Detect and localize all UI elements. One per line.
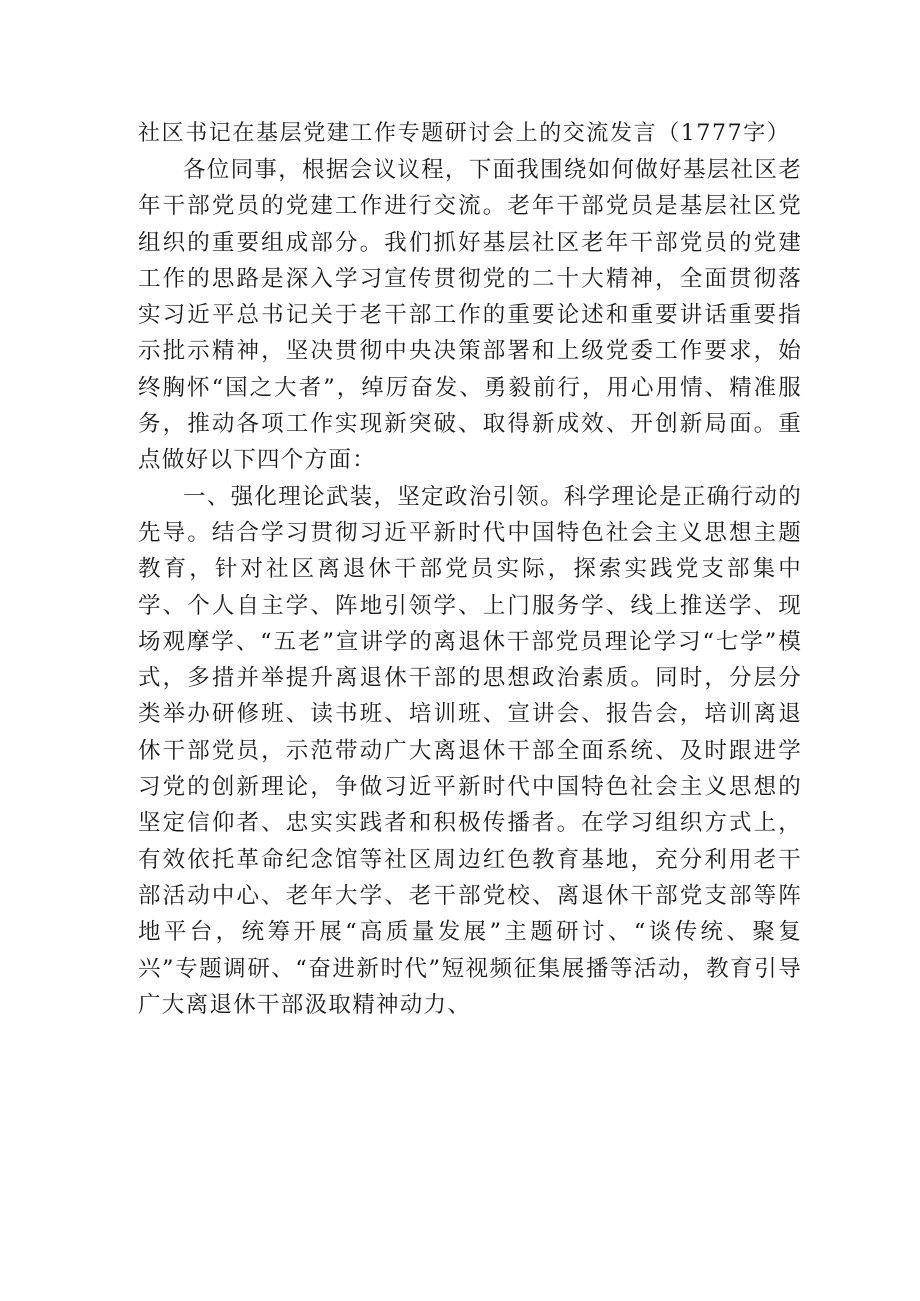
paragraph-intro: 各位同事，根据会议议程，下面我围绕如何做好基层社区老年干部党员的党建工作进行交流。老年干部党员是基层社区党组织的重要组成部分。我们抓好基层社区老年干部党员的党建工作的思路是深入学习宣传贯彻党的二十大精神，全面贯彻落实习近平总书记关于老干部工作的重要论述和重要讲话重要指示批示精神，坚决贯彻中央决策部署和上级党委工作要求，始终胸怀“国之大者”，绰厉奋发、勇毅前行，用心用情、精准服务，推动各项工作实现新突破、取得新成效、开创新局面。重点做好以下四个方面：	[138, 157, 802, 474]
paragraph-section-one: 一、强化理论武装，坚定政治引领。科学理论是正确行动的先导。结合学习贯彻习近平新时代中国特色社会主义思想主题教育，针对社区离退休干部党员实际，探索实践党支部集中学、个人自主学、阵地引领学、上门服务学、线上推送学、现场观摩学、“五老”宣讲学的离退休干部党员理论学习“七学”模式，多措并举提升离退休干部的思想政治素质。同时，分层分类举办研修班、读书班、培训班、宣讲会、报告会，培训离退休干部党员，示范带动广大离退休干部全面系统、及时跟进学习党的创新理论，争做习近平新时代中国特色社会主义思想的坚定信仰者、忠实实践者和积极传播者。在学习组织方式上，有效依托革命纪念馆等社区周边红色教育基地，充分利用老干部活动中心、老年大学、老干部党校、离退休干部党支部等阵地平台，统筹开展“高质量发展”主题研讨、“谈传统、聚复兴”专题调研、“奋进新时代”短视频征集展播等活动，教育引导广大离退休干部汲取精神动力、	[138, 483, 802, 1018]
document-title: 社区书记在基层党建工作专题研讨会上的交流发言（1777字）	[138, 121, 791, 146]
document-page	[138, 116, 802, 1023]
